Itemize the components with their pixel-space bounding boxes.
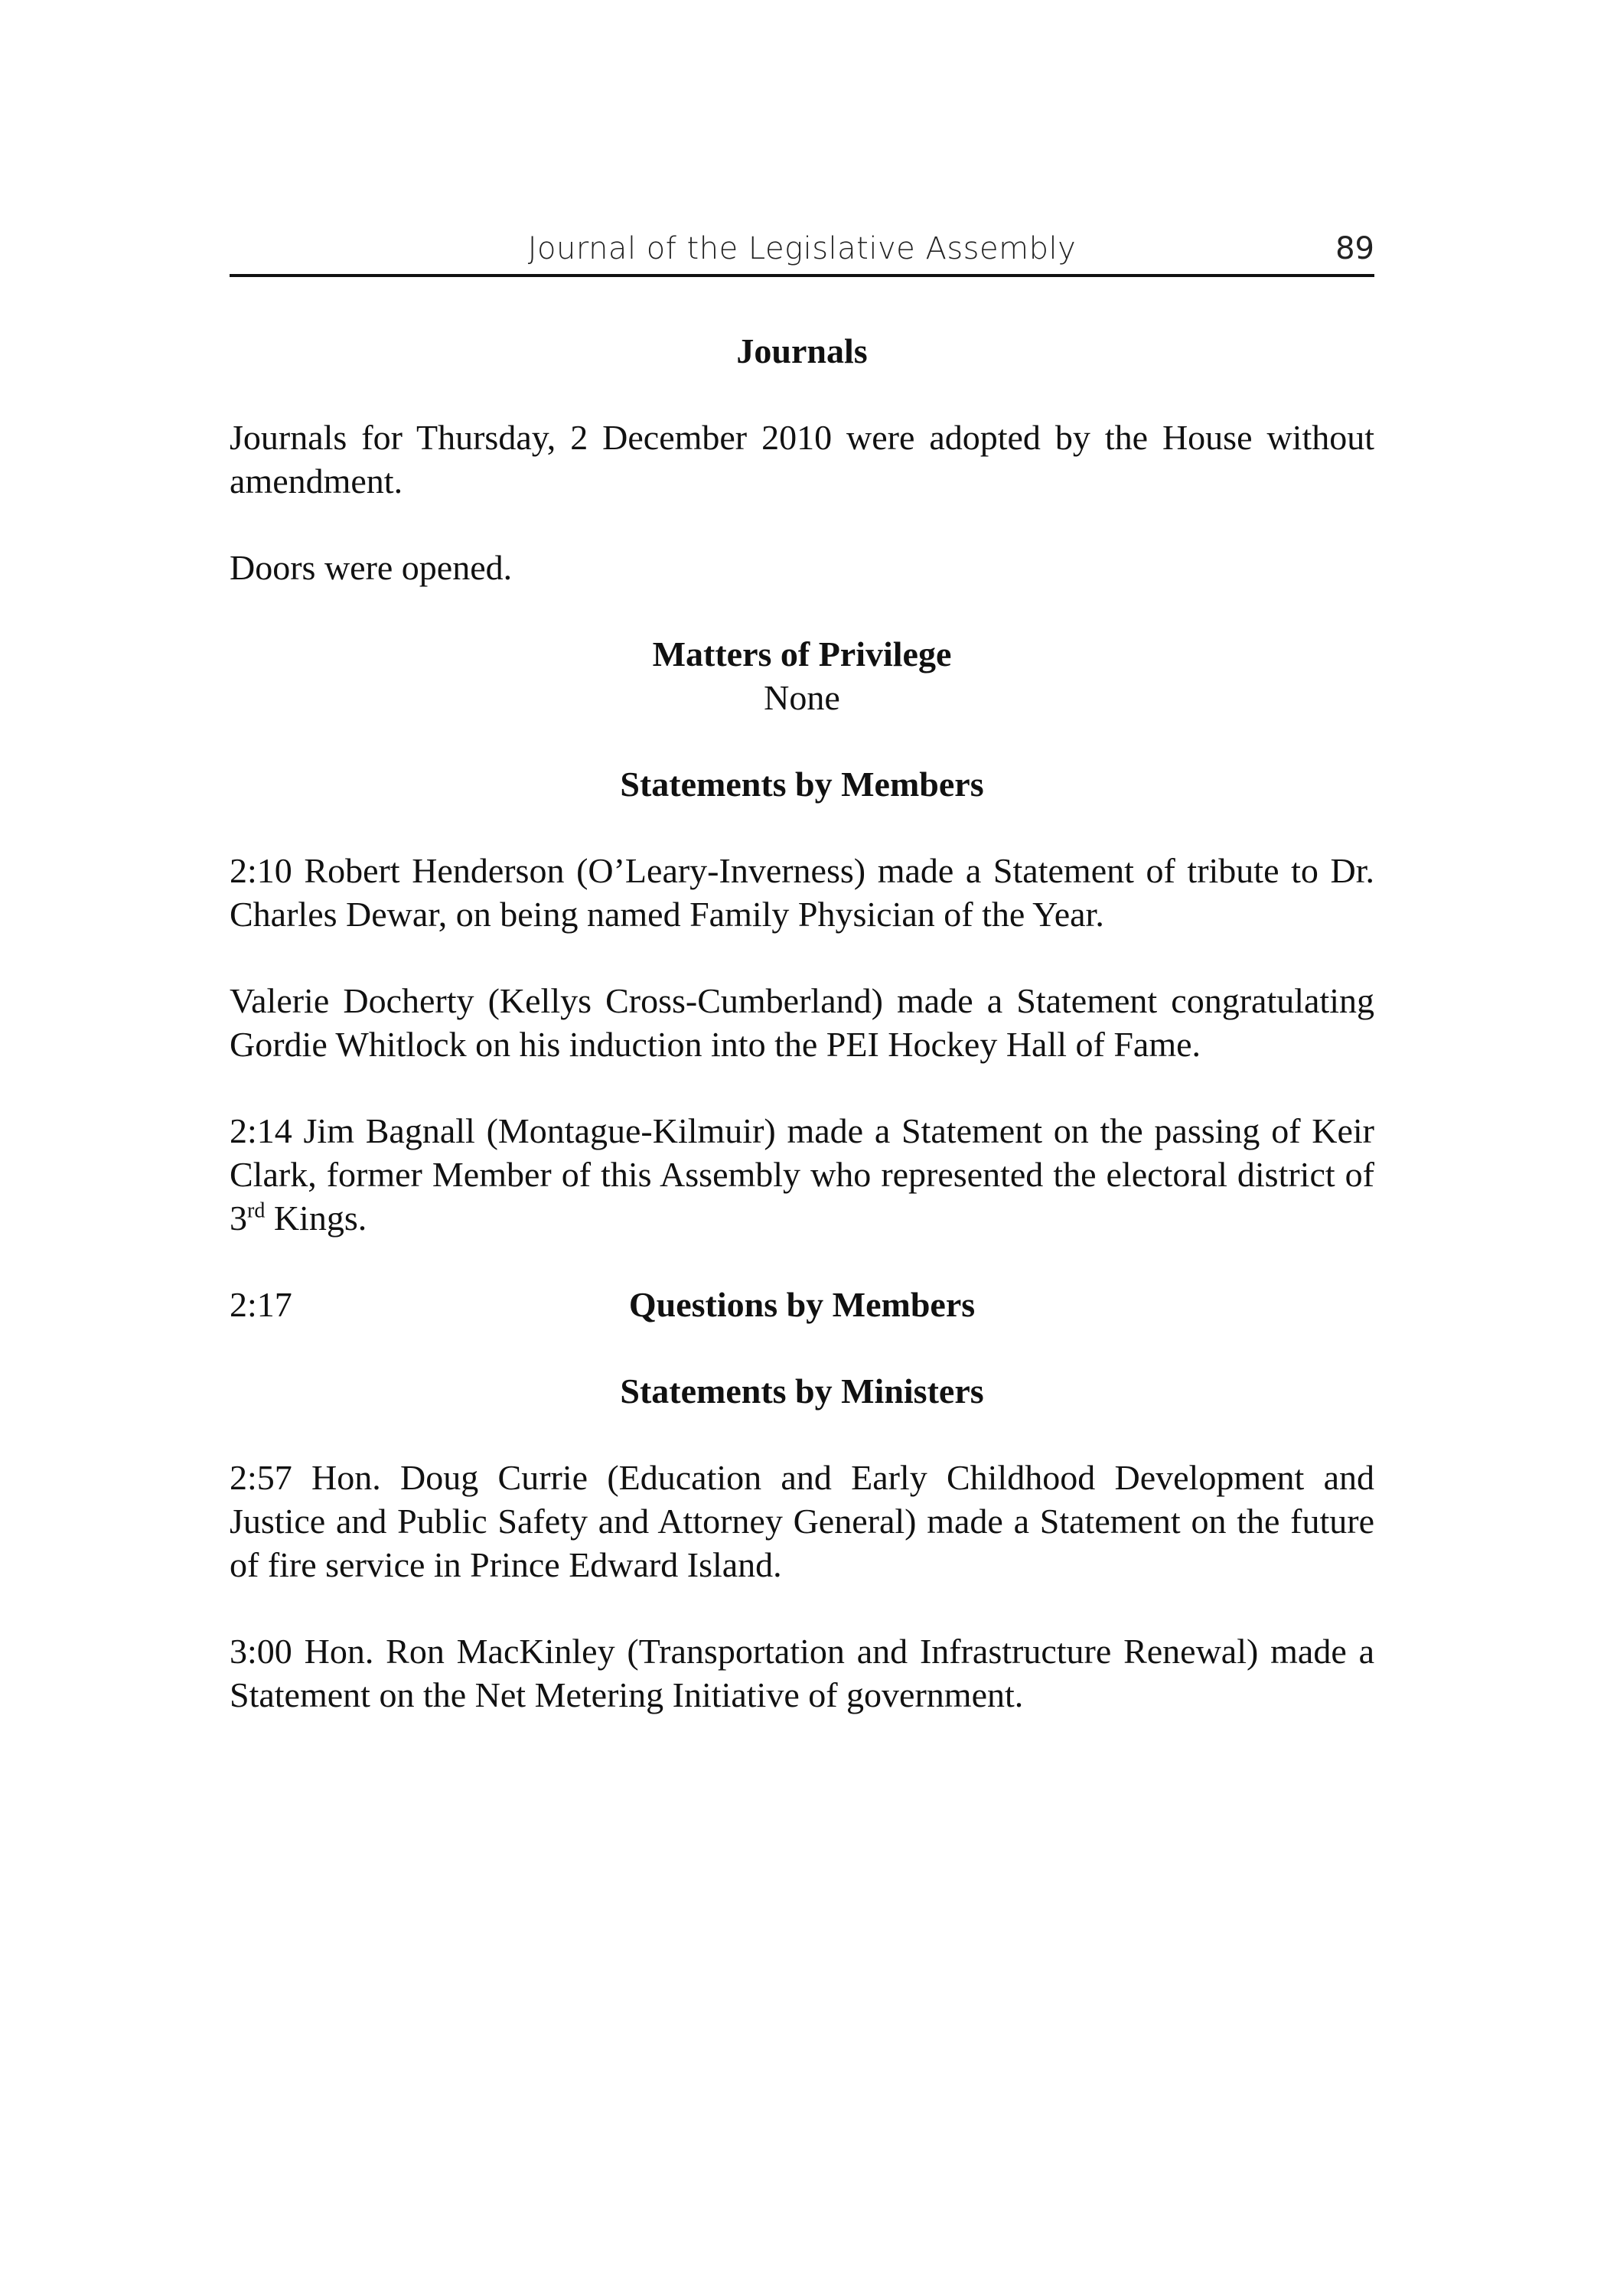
statement-currie: 2:57 Hon. Doug Currie (Education and Early Childhood Development and Justice and Public Safety and Attorney General) made a Statement on the future of fire service in Prince Edward Island.	[230, 1458, 1374, 1584]
statement-bagnall	[230, 1109, 1374, 1240]
statement-bagnall-tail: Kings.	[265, 1199, 367, 1238]
statement-henderson: 2:10 Robert Henderson (O’Leary-Inverness) made a Statement of tribute to Dr. Charles Dewar, on being named Family Physician of the Year.	[230, 851, 1374, 934]
running-head	[230, 231, 1374, 274]
journal-body	[230, 329, 1374, 1717]
header-rule	[230, 274, 1374, 277]
doors-paragraph: Doors were opened.	[230, 548, 513, 587]
statements-members-heading: Statements by Members	[620, 765, 984, 804]
ordinal-superscript: rd	[247, 1199, 266, 1223]
statements-ministers-heading: Statements by Ministers	[620, 1371, 984, 1411]
journals-heading: Journals	[736, 331, 868, 370]
privilege-heading: Matters of Privilege	[652, 634, 952, 673]
privilege-text: None	[764, 678, 840, 717]
running-title: Journal of the Legislative Assembly	[527, 231, 1077, 266]
questions-row	[230, 1283, 1374, 1326]
questions-heading: Questions by Members	[628, 1285, 976, 1324]
page-number: 89	[1335, 231, 1374, 266]
statement-bagnall-text: 2:14 Jim Bagnall (Montague-Kilmuir) made a Statement on the passing of Keir Clark, former Member of this Assembly who represented the electoral district of 3	[230, 1111, 1374, 1238]
statement-docherty: Valerie Docherty (Kellys Cross-Cumberland) made a Statement congratulating Gordie Whitlock on his induction into the PEI Hockey Hall of Fame.	[230, 981, 1374, 1064]
statement-mackinley: 3:00 Hon. Ron MacKinley (Transportation and Infrastructure Renewal) made a Statement on the Net Metering Initiative of government.	[230, 1632, 1374, 1714]
journals-paragraph: Journals for Thursday, 2 December 2010 were adopted by the House without amendment.	[230, 418, 1374, 501]
questions-time: 2:17	[230, 1285, 292, 1324]
